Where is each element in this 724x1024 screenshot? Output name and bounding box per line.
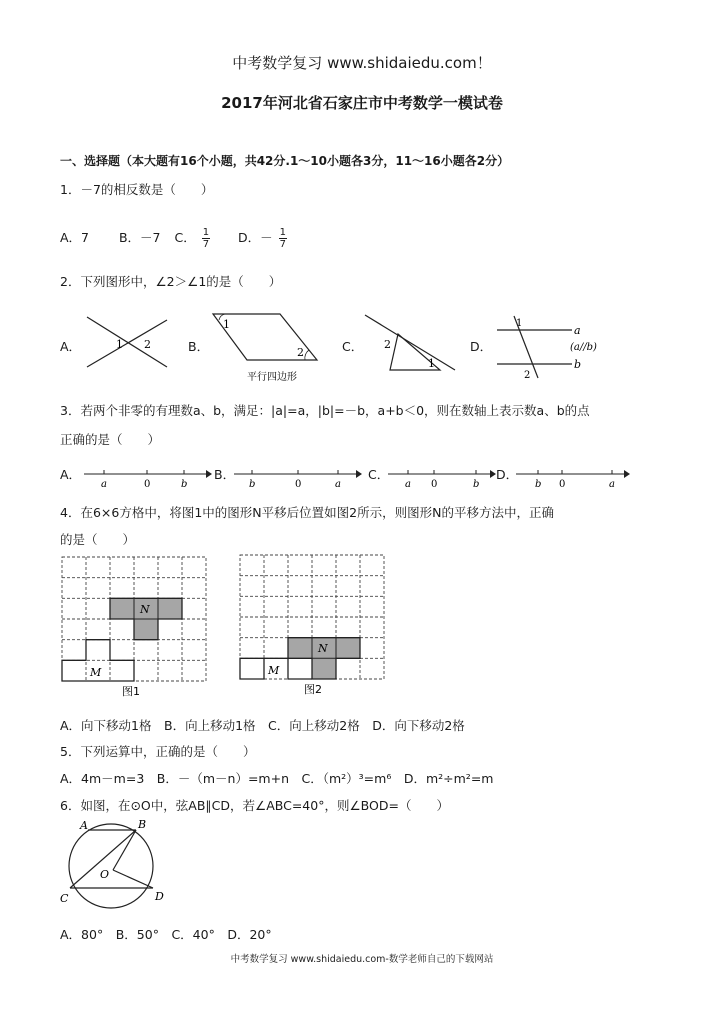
q2c-angle1: 1 <box>428 357 435 370</box>
q1-fraction-c <box>202 227 210 250</box>
q4-fig1-caption: 图1 <box>122 685 140 698</box>
q3b-tick-2: 0 <box>295 479 302 490</box>
q3-label-b: B． <box>214 467 236 482</box>
q3-label-d: D． <box>496 467 519 482</box>
q6-point-b: B <box>138 818 147 831</box>
q6-options: A．80° B．50° C．40° D．20° <box>60 927 272 942</box>
q1-option-d: D．－ <box>238 230 273 245</box>
q3c-tick-2: 0 <box>431 479 438 490</box>
q6-point-c: C <box>60 892 69 905</box>
q2-figure-d <box>492 312 612 382</box>
q1-fraction-c-den: 7 <box>202 239 210 250</box>
q3a-tick-2: 0 <box>144 479 151 490</box>
q5-options: A．4m－m=3 B．－（m－n）=m+n C．（m²）³=m⁶ D．m²÷m²=m <box>60 771 494 786</box>
q1-option-c: C． <box>174 230 196 245</box>
q2-label-d: D． <box>470 339 493 354</box>
q2-label-c: C． <box>342 339 364 354</box>
q3c-tick-1: a <box>405 479 411 490</box>
q6-point-o: O <box>100 868 110 881</box>
q3-label-a: A． <box>60 467 82 482</box>
q2d-line-a: a <box>574 324 581 337</box>
q1-fraction-d <box>279 227 287 250</box>
q3-stem-line2: 正确的是（ ） <box>60 432 161 447</box>
q1-stem: 1．－7的相反数是（ ） <box>60 182 214 197</box>
q1-fraction-c-num: 1 <box>202 227 210 238</box>
q2a-angle2: 2 <box>144 338 151 351</box>
q6-point-d: D <box>155 890 164 903</box>
q3b-tick-1: b <box>249 479 256 490</box>
q4-options: A．向下移动1格 B．向上移动1格 C．向上移动2格 D．向下移动2格 <box>60 718 465 733</box>
q2d-line-b: b <box>574 358 582 371</box>
q2d-parallel-note: (a//b) <box>570 342 597 353</box>
q2-figure-c <box>360 310 460 376</box>
q3-label-c: C． <box>368 467 390 482</box>
page-footer: 中考数学复习 www.shidaiedu.com-数学老师自己的下载网站 <box>230 954 494 965</box>
q4-fig2-label-n: N <box>318 642 328 655</box>
q4-fig1-label-m: M <box>90 666 102 679</box>
q6-circle-figure <box>58 814 170 914</box>
q4-figure-2 <box>238 553 388 698</box>
q4-fig2-label-m: M <box>268 664 280 677</box>
q3-stem-line1: 3．若两个非零的有理数a、b，满足：|a|=a，|b|=－b，a+b＜0，则在数轴上表示数a、b的点 <box>60 403 590 418</box>
q3d-tick-1: b <box>535 479 542 490</box>
q4-figure-1 <box>60 555 210 700</box>
q2-label-b: B． <box>188 339 210 354</box>
page-title: 2017年河北省石家庄市中考数学一模试卷 <box>221 94 503 112</box>
q2a-angle1: 1 <box>116 338 123 351</box>
q2d-angle2: 2 <box>524 370 531 381</box>
q4-fig2-caption: 图2 <box>304 683 322 696</box>
q2-stem: 2．下列图形中，∠2＞∠1的是（ ） <box>60 274 282 289</box>
q1-option-a: A．7 <box>60 230 90 245</box>
q2b-angle2: 2 <box>297 346 304 359</box>
q2b-caption: 平行四边形 <box>247 372 297 383</box>
q3a-tick-1: a <box>101 479 107 490</box>
q2-figure-b <box>205 308 325 386</box>
q2-figure-a <box>82 312 172 374</box>
q1-fraction-d-den: 7 <box>279 239 287 250</box>
q6-stem: 6．如图，在⊙O中，弦AB∥CD，若∠ABC=40°，则∠BOD=（ ） <box>60 798 449 813</box>
section-heading: 一、选择题（本大题有16个小题，共42分.1～10小题各3分，11～16小题各2分） <box>60 154 510 168</box>
q3a-tick-3: b <box>181 479 188 490</box>
q3b-tick-3: a <box>335 479 341 490</box>
q6-point-a: A <box>80 819 88 832</box>
q3d-tick-2: 0 <box>559 479 566 490</box>
q3-axis-d <box>514 462 630 492</box>
q4-stem-line1: 4．在6×6方格中，将图1中的图形N平移后位置如图2所示，则图形N的平移方法中，正确 <box>60 505 554 520</box>
q2-label-a: A． <box>60 339 82 354</box>
q4-fig1-label-n: N <box>140 603 150 616</box>
q2b-angle1: 1 <box>223 318 230 331</box>
q5-stem: 5．下列运算中，正确的是（ ） <box>60 744 256 759</box>
q3c-tick-3: b <box>473 479 480 490</box>
q1-option-b: B．－7 <box>118 230 161 245</box>
q3-axis-a <box>82 462 212 492</box>
q2d-angle1: 1 <box>516 318 523 329</box>
q2c-angle2: 2 <box>384 338 391 351</box>
site-header: 中考数学复习 www.shidaiedu.com！ <box>232 54 492 72</box>
q1-fraction-d-num: 1 <box>279 227 287 238</box>
q1-options <box>60 227 289 250</box>
q3-axis-c <box>386 462 496 492</box>
q3-axis-b <box>232 462 362 492</box>
q4-stem-line2: 的是（ ） <box>60 532 136 547</box>
q3d-tick-3: a <box>609 479 615 490</box>
